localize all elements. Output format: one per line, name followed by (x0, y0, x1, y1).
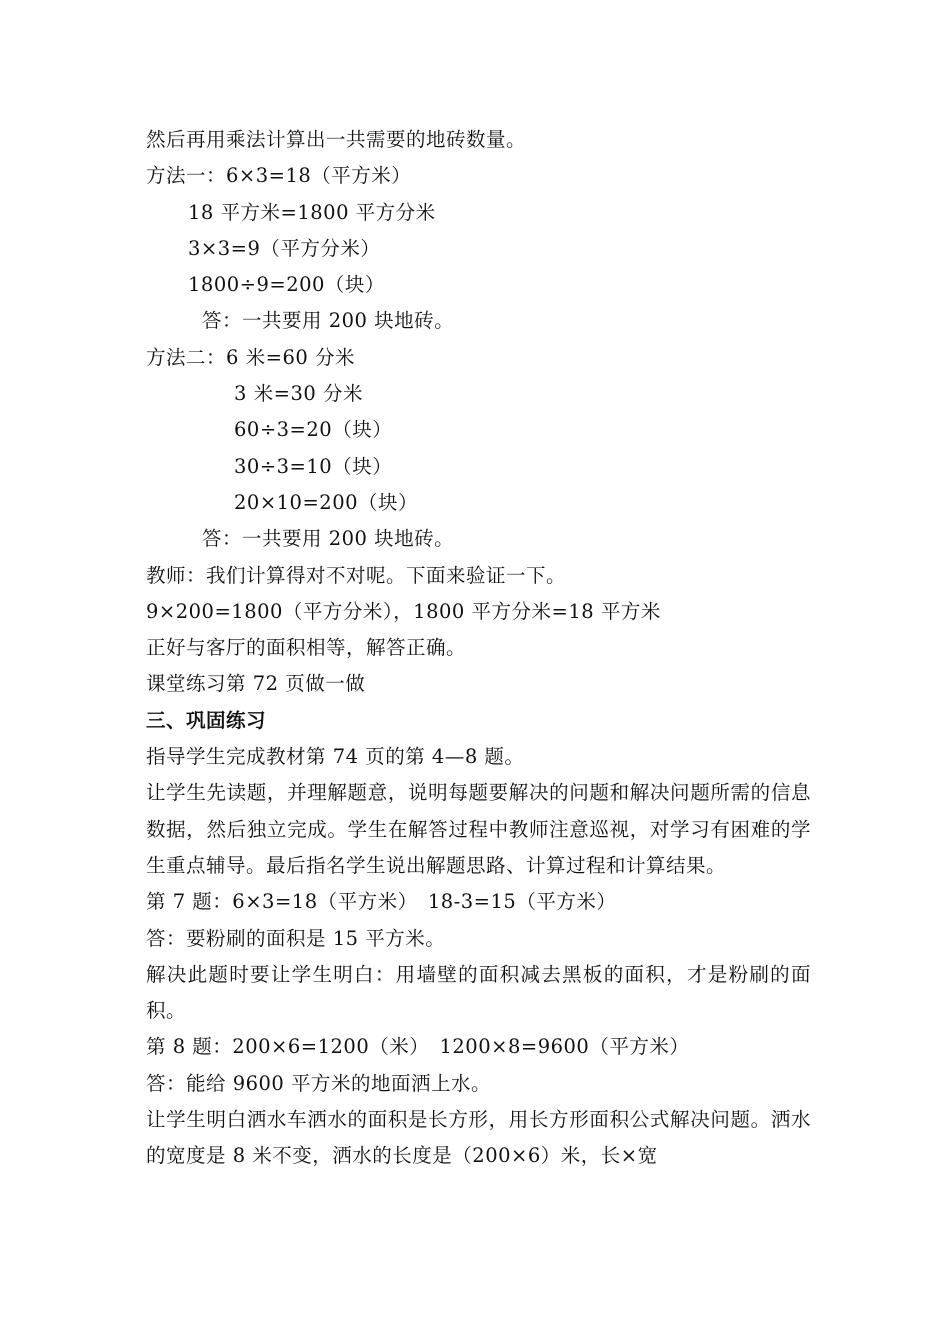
paragraph: 让学生明白洒水车洒水的面积是长方形，用长方形面积公式解决问题。洒水的宽度是 8 米不变，洒水的长度是（200×6）米，长×宽 (146, 1108, 811, 1168)
calc-line: 30÷3=10（块） (234, 454, 393, 478)
answer-line: 答：能给 9600 平方米的地面洒上水。 (146, 1071, 492, 1095)
section-heading: 三、巩固练习 (146, 708, 267, 732)
problem-8-line: 第 8 题：200×6=1200（米） 1200×8=9600（平方米） (146, 1035, 690, 1059)
calc-line: 20×10=200（块） (234, 490, 419, 514)
answer-line: 答：要粉刷的面积是 15 平方米。 (146, 926, 446, 950)
calc-line: 1800÷9=200（块） (188, 273, 385, 297)
calc-line: 3×3=9（平方分米） (188, 236, 381, 260)
method-one-line: 方法一：6×3=18（平方米） (146, 164, 412, 188)
calc-line: 60÷3=20（块） (234, 418, 393, 442)
text-line: 然后再用乘法计算出一共需要的地砖数量。 (146, 128, 527, 151)
calc-line: 18 平方米=1800 平方分米 (188, 200, 436, 224)
teacher-line: 教师：我们计算得对不对呢。下面来验证一下。 (146, 563, 567, 587)
verify-line: 9×200=1800（平方分米），1800 平方分米=18 平方米 (146, 599, 661, 623)
text-line: 指导学生完成教材第 74 页的第 4—8 题。 (146, 745, 525, 769)
document-page (146, 122, 811, 1175)
text-line: 课堂练习第 72 页做一做 (146, 672, 366, 696)
problem-7-line: 第 7 题：6×3=18（平方米） 18-3=15（平方米） (146, 890, 617, 914)
answer-line: 答：一共要用 200 块地砖。 (202, 527, 455, 551)
paragraph: 解决此题时要让学生明白：用墙壁的面积减去黑板的面积，才是粉刷的面积。 (146, 962, 811, 1023)
paragraph: 让学生先读题，并理解题意，说明每题要解决的问题和解决问题所需的信息数据，然后独立完成。学生在解答过程中教师注意巡视，对学习有困难的学生重点辅导。最后指名学生说出解题思路、计算过程和计算结果。 (146, 781, 811, 877)
answer-line: 答：一共要用 200 块地砖。 (202, 309, 455, 333)
text-line: 正好与客厅的面积相等，解答正确。 (146, 636, 467, 660)
method-two-line: 方法二：6 米=60 分米 (146, 345, 355, 369)
calc-line: 3 米=30 分米 (234, 382, 363, 406)
